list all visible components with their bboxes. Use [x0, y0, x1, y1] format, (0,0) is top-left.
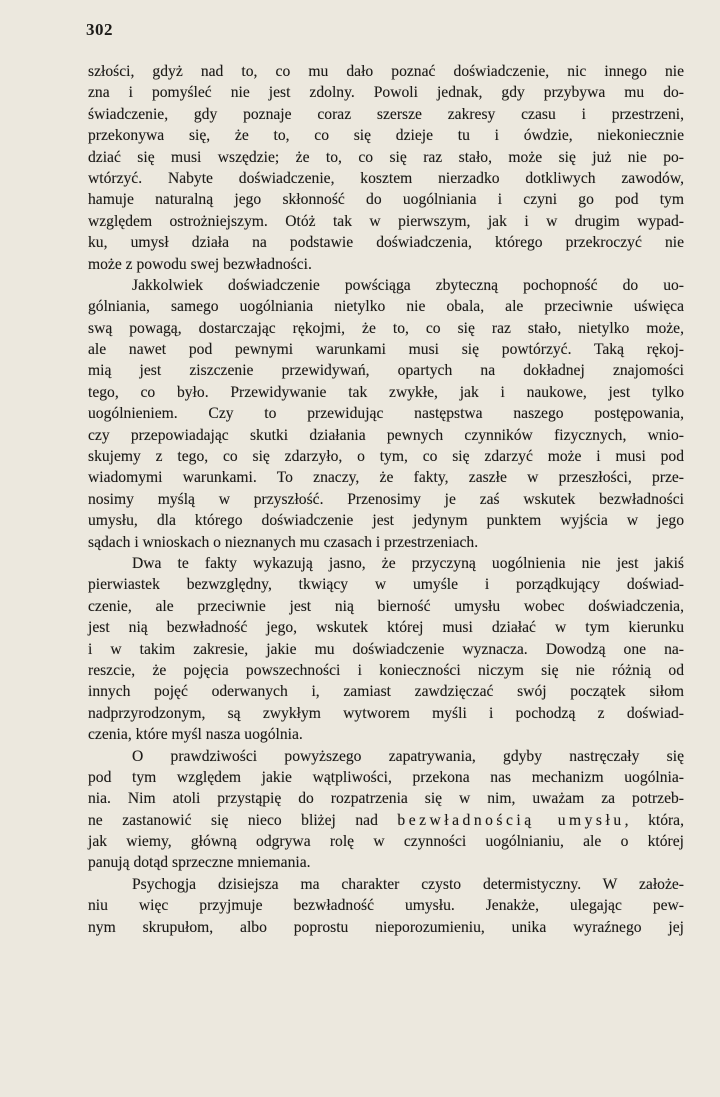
text-line: jak wiemy, główną odgrywa rolę w czynności uogólnianiu, ale o której — [88, 833, 684, 851]
paragraph-first-line: Jakkolwiek doświadczenie powściąga zbyteczną pochopność do uo- — [132, 276, 684, 294]
text-segment: ne zastanowić się nieco bliżej nad — [88, 811, 398, 829]
text-segment: , która, — [624, 811, 685, 829]
text-line: uogólnieniem. Czy to przewidując następstwa naszego postępowania, — [88, 405, 684, 423]
text-line: nym skrupułom, albo poprostu nieporozumieniu, unika wyraźnego jej — [88, 918, 684, 936]
paragraph-first-line: Dwa te fakty wykazują jasno, że przyczyną uogólnienia nie jest jakiś — [132, 554, 684, 572]
text-line: sądach i wnioskach o nieznanych mu czasach i przestrzeniach. — [88, 533, 479, 551]
text-line: szłości, gdyż nad to, co mu dało poznać doświadczenie, nic innego nie — [88, 63, 684, 80]
body-text — [88, 61, 684, 938]
text-line: wiadomymi warunkami. To znaczy, że fakty, zaszłe w przeszłości, prze- — [88, 469, 684, 487]
text-line — [88, 810, 684, 831]
text-line: nadprzyrodzonym, są zwykłym wytworem myśli i pochodzą z doświad- — [88, 704, 684, 722]
text-line: hamuje naturalną jego skłonność do uogólniania i czyni go pod tym — [88, 191, 684, 209]
text-line: czenie, ale przeciwnie jest nią bierność umysłu wobec doświadczenia, — [88, 597, 684, 615]
text-line: zna i pomyśleć nie jest zdolny. Powoli jednak, gdy przybywa mu do- — [88, 84, 684, 102]
text-line: panują dotąd sprzeczne mniemania. — [88, 854, 311, 872]
text-line: względem ostrożniejszym. Otóż tak w pierwszym, jak i w drugim wypad- — [88, 212, 684, 230]
text-line: pod tym względem jakie wątpliwości, przekona nas mechanizm uogólnia- — [88, 768, 684, 786]
page-number: 302 — [86, 20, 113, 39]
text-line: może z powodu swej bezwładności. — [88, 255, 312, 273]
text-line: czy przepowiadając skutki działania pewnych czynników fizycznych, wnio- — [88, 426, 684, 444]
text-line: reszcie, że pojęcia powszechności i konieczności niczym się nie różnią od — [88, 661, 684, 679]
text-line: dziać się musi wszędzie; że to, co się raz stało, może się już nie po- — [88, 148, 684, 166]
spaced-emphasis: bezwładnością umysłu — [397, 811, 625, 829]
text-line: wtórzyć. Nabyte doświadczenie, kosztem nierzadko dotkliwych zawodów, — [88, 169, 684, 187]
paragraph-first-line: O prawdziwości powyższego zapatrywania, gdyby nastręczały się — [132, 747, 684, 765]
text-line: i w takim zakresie, jakie mu doświadczenie wyznacza. Dowodzą one na- — [88, 640, 684, 658]
text-line: jest nią bezwładność jego, wskutek której musi działać w tym kierunku — [88, 619, 684, 637]
text-line: przekonywa się, że to, co się dzieje tu i ówdzie, niekoniecznie — [88, 127, 684, 145]
text-line: ale nawet pod pewnymi warunkami musi się powtórzyć. Taką rękoj- — [88, 341, 684, 359]
text-line: umysłu, dla którego doświadczenie jest jedynym punktem wyjścia w jego — [88, 512, 684, 530]
text-line: nosimy myślą w przyszłość. Przenosimy je zaś wskutek bezwładności — [88, 490, 684, 508]
text-line: nia. Nim atoli przystąpię do rozpatrzenia się w nim, uważam za potrzeb- — [88, 790, 684, 808]
text-line: świadczenie, gdy poznaje coraz szersze zakresy czasu i przestrzeni, — [88, 105, 684, 123]
text-line: ku, umysł działa na podstawie doświadczenia, którego przekroczyć nie — [88, 234, 684, 252]
text-line: niu więc przyjmuje bezwładność umysłu. Jenakże, ulegając pew- — [88, 897, 684, 915]
text-line: tego, co było. Przewidywanie tak zwykłe, jak i naukowe, jest tylko — [88, 383, 684, 401]
text-line: skujemy z tego, co się zdarzyło, o tym, co się zdarzyć może i musi pod — [88, 448, 684, 466]
paragraph-first-line: Psychogja dzisiejsza ma charakter czysto determistyczny. W założe- — [132, 875, 684, 893]
text-line: czenia, które myśl nasza uogólnia. — [88, 726, 303, 744]
text-line: pierwiastek bezwzględny, tkwiący w umyśle i porządkujący doświad- — [88, 576, 684, 594]
text-line: mią jest ziszczenie przewidywań, opartych na dokładnej znajomości — [88, 362, 684, 380]
text-line: swą powagą, dostarczając rękojmi, że to, co się raz stało, nietylko może, — [88, 319, 684, 337]
text-line: innych pojęć oderwanych i, zamiast zawdzięczać swój początek siłom — [88, 683, 684, 701]
text-line: gólniania, samego uogólniania nietylko nie obala, ale przeciwnie uświęca — [88, 298, 684, 316]
